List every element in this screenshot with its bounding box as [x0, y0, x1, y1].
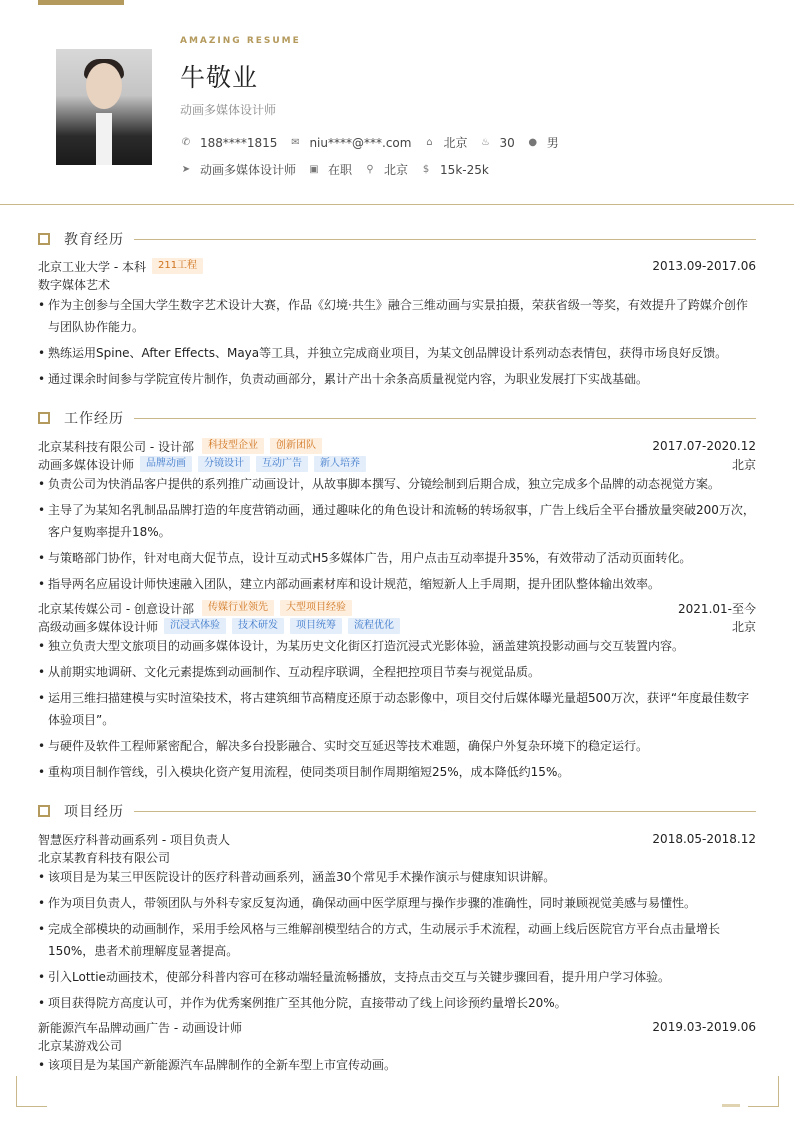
role-tag: 品牌动画 [140, 456, 192, 472]
job-role-row [38, 455, 756, 473]
list-item: • 运用三维扫描建模与实时渲染技术，将古建筑细节高精度还原于动态影像中，项目交付后媒体曝光量超500万次，获评“年度最佳数字 体验项目”。 [38, 687, 756, 731]
education-school-row [38, 257, 756, 275]
education-section-heading [38, 231, 756, 247]
section-title: 教育经历 [64, 232, 124, 248]
section-title: 项目经历 [64, 804, 124, 820]
list-item: • 作为项目负责人，带领团队与外科专家反复沟通，确保动画中医学原理与操作步骤的准确性，同时兼顾视觉美感与易懂性。 [38, 892, 756, 914]
section-divider [134, 418, 756, 419]
projects-section-heading [38, 803, 756, 819]
gender-item: ● 男 [528, 136, 559, 150]
person-title: 动画多媒体设计师 [180, 103, 277, 117]
role-tag: 互动广告 [256, 456, 308, 472]
list-item: • 指导两名应届设计师快速融入团队，建立内部动画素材库和设计规范，缩短新人上手周期，提升团队整体输出效率。 [38, 573, 756, 595]
role-tag: 分镜设计 [198, 456, 250, 472]
section-divider [134, 239, 756, 240]
section-square-icon [38, 412, 50, 424]
job-company-row [38, 437, 756, 455]
major: 数字媒体艺术 [38, 277, 111, 292]
education-major-row [38, 275, 756, 293]
money-icon: $ [422, 163, 430, 175]
list-item: • 该项目是为某国产新能源汽车品牌制作的全新车型上市宣传动画。 [38, 1054, 756, 1076]
role-tag: 项目统筹 [290, 618, 342, 634]
home-icon: ⌂ [426, 136, 433, 148]
role-tag: 流程优化 [348, 618, 400, 634]
project-name-row [38, 830, 756, 848]
hometown-item: ⌂ 北京 [423, 134, 467, 151]
contact-info-row [180, 134, 571, 151]
list-item: • 独立负责大型文旅项目的动画多媒体设计，为某历史文化街区打造沉浸式光影体验，涵盖建筑投影动画与交互装置内容。 [38, 635, 756, 657]
list-item: • 主导了为某知名乳制品品牌打造的年度营销动画，通过趣味化的角色设计和流畅的转场叙事，广告上线后全平台播放量突破200万次， 客户复购率提升18%。 [38, 499, 756, 543]
email-item: ✉ niu****@***.com [291, 135, 412, 150]
job-company-row [38, 599, 756, 617]
project-dates: 2019.03-2019.06 [652, 1020, 756, 1034]
role-tag: 新人培养 [314, 456, 366, 472]
section-square-icon [38, 805, 50, 817]
list-item: • 与策略部门协作，针对电商大促节点，设计互动式H5多媒体广告，用户点击互动率提升35%，有效带动了活动页面转化。 [38, 547, 756, 569]
bottom-accent-bar [722, 1104, 740, 1107]
project-name: 智慧医疗科普动画系列 - 项目负责人 [38, 832, 230, 847]
list-item: • 熟练运用Spine、After Effects、Maya等工具，并独立完成商业项目，为某文创品牌设计系列动态表情包，获得市场良好反馈。 [38, 342, 756, 364]
school-name: 北京工业大学 - 本科 [38, 259, 146, 274]
mail-icon: ✉ [291, 136, 300, 148]
phone-icon: ✆ [181, 136, 191, 148]
project-dates: 2018.05-2018.12 [652, 832, 756, 846]
job-role: 动画多媒体设计师 [38, 457, 135, 472]
person-name: 牛敬业 [180, 63, 259, 92]
section-divider [134, 811, 756, 812]
company-name: 北京某传媒公司 - 创意设计部 [38, 601, 194, 616]
project-org-row [38, 1036, 756, 1054]
role-tag: 沉浸式体验 [164, 618, 226, 634]
job-intent-row [180, 161, 501, 178]
role-tag: 技术研发 [232, 618, 284, 634]
list-item: • 从前期实地调研、文化元素提炼到动画制作、互动程序联调，全程把控项目节奏与视觉品质。 [38, 661, 756, 683]
corner-decoration-right [748, 1076, 779, 1107]
target-city-item: ⚲ 北京 [364, 161, 408, 178]
list-item: • 与硬件及软件工程师紧密配合，解决多台投影融合、实时交互延迟等技术难题，确保户外复杂环境下的稳定运行。 [38, 735, 756, 757]
company-name: 北京某科技有限公司 - 设计部 [38, 439, 194, 454]
phone-item: ✆ 188****1815 [181, 135, 278, 150]
list-item: • 项目获得院方高度认可，并作为优秀案例推广至其他分院，直接带动了线上问诊预约量增长20%。 [38, 992, 756, 1014]
status-item: ▣ 在职 [309, 163, 353, 177]
list-item: • 完成全部模块的动画制作，采用手绘风格与三维解剖模型结合的方式，生动展示手术流程，动画上线后医院官方平台点击量增长 150%，患者术前理解度显著提高。 [38, 918, 756, 962]
work-section-heading [38, 410, 756, 426]
resume-header [0, 0, 794, 205]
job-city: 北京 [731, 619, 756, 634]
list-item: • 引入Lottie动画技术，使部分科普内容可在移动端轻量流畅播放，支持点击交互与关键步骤回看，提升用户学习体验。 [38, 966, 756, 988]
cake-icon: ♨ [480, 136, 490, 148]
job-dates: 2021.01-至今 [678, 601, 756, 616]
avatar-face [86, 63, 122, 109]
company-tag: 科技型企业 [202, 438, 264, 454]
job-role-row [38, 617, 756, 635]
avatar-shirt [96, 113, 112, 165]
target-position-item: ➤ 动画多媒体设计师 [181, 163, 297, 177]
project-name-row [38, 1018, 756, 1036]
job-role: 高级动画多媒体设计师 [38, 619, 159, 634]
brand-label: AMAZING RESUME [180, 36, 301, 46]
company-tag: 创新团队 [270, 438, 322, 454]
briefcase-icon: ▣ [309, 163, 319, 175]
list-item: • 通过课余时间参与学院宣传片制作，负责动画部分，累计产出十余条高质量视觉内容，为职业发展打下实战基础。 [38, 368, 756, 390]
age-item: ♨ 30 [480, 135, 515, 150]
project-org-row [38, 848, 756, 866]
project-org: 北京某游戏公司 [38, 1038, 123, 1053]
corner-decoration-left [16, 1076, 47, 1107]
school-tag: 211工程 [152, 258, 203, 274]
job-city: 北京 [731, 457, 756, 472]
section-square-icon [38, 233, 50, 245]
project-org: 北京某教育科技有限公司 [38, 850, 171, 865]
section-title: 工作经历 [64, 411, 124, 427]
salary-item: $ 15k-25k [420, 163, 489, 177]
company-tag: 大型项目经验 [280, 600, 352, 616]
project-name: 新能源汽车品牌动画广告 - 动画设计师 [38, 1020, 242, 1035]
list-item: • 该项目是为某三甲医院设计的医疗科普动画系列，涵盖30个常见手术操作演示与健康知识讲解。 [38, 866, 756, 888]
location-pin-icon: ⚲ [366, 163, 374, 175]
list-item: • 重构项目制作管线，引入模块化资产复用流程，使同类项目制作周期缩短25%，成本降低约15%。 [38, 761, 756, 783]
gender-icon: ● [528, 136, 538, 148]
education-dates: 2013.09-2017.06 [652, 259, 756, 273]
list-item: • 作为主创参与全国大学生数字艺术设计大赛，作品《幻境·共生》融合三维动画与实景拍摄，荣获省级一等奖，有效提升了跨媒介创作 与团队协作能力。 [38, 294, 756, 338]
list-item: • 负责公司为快消品客户提供的系列推广动画设计，从故事脚本撰写、分镜绘制到后期合成，独立完成多个品牌的动态视觉方案。 [38, 473, 756, 495]
send-icon: ➤ [181, 163, 191, 175]
avatar-photo [56, 49, 152, 165]
company-tag: 传媒行业领先 [202, 600, 274, 616]
job-dates: 2017.07-2020.12 [652, 439, 756, 453]
